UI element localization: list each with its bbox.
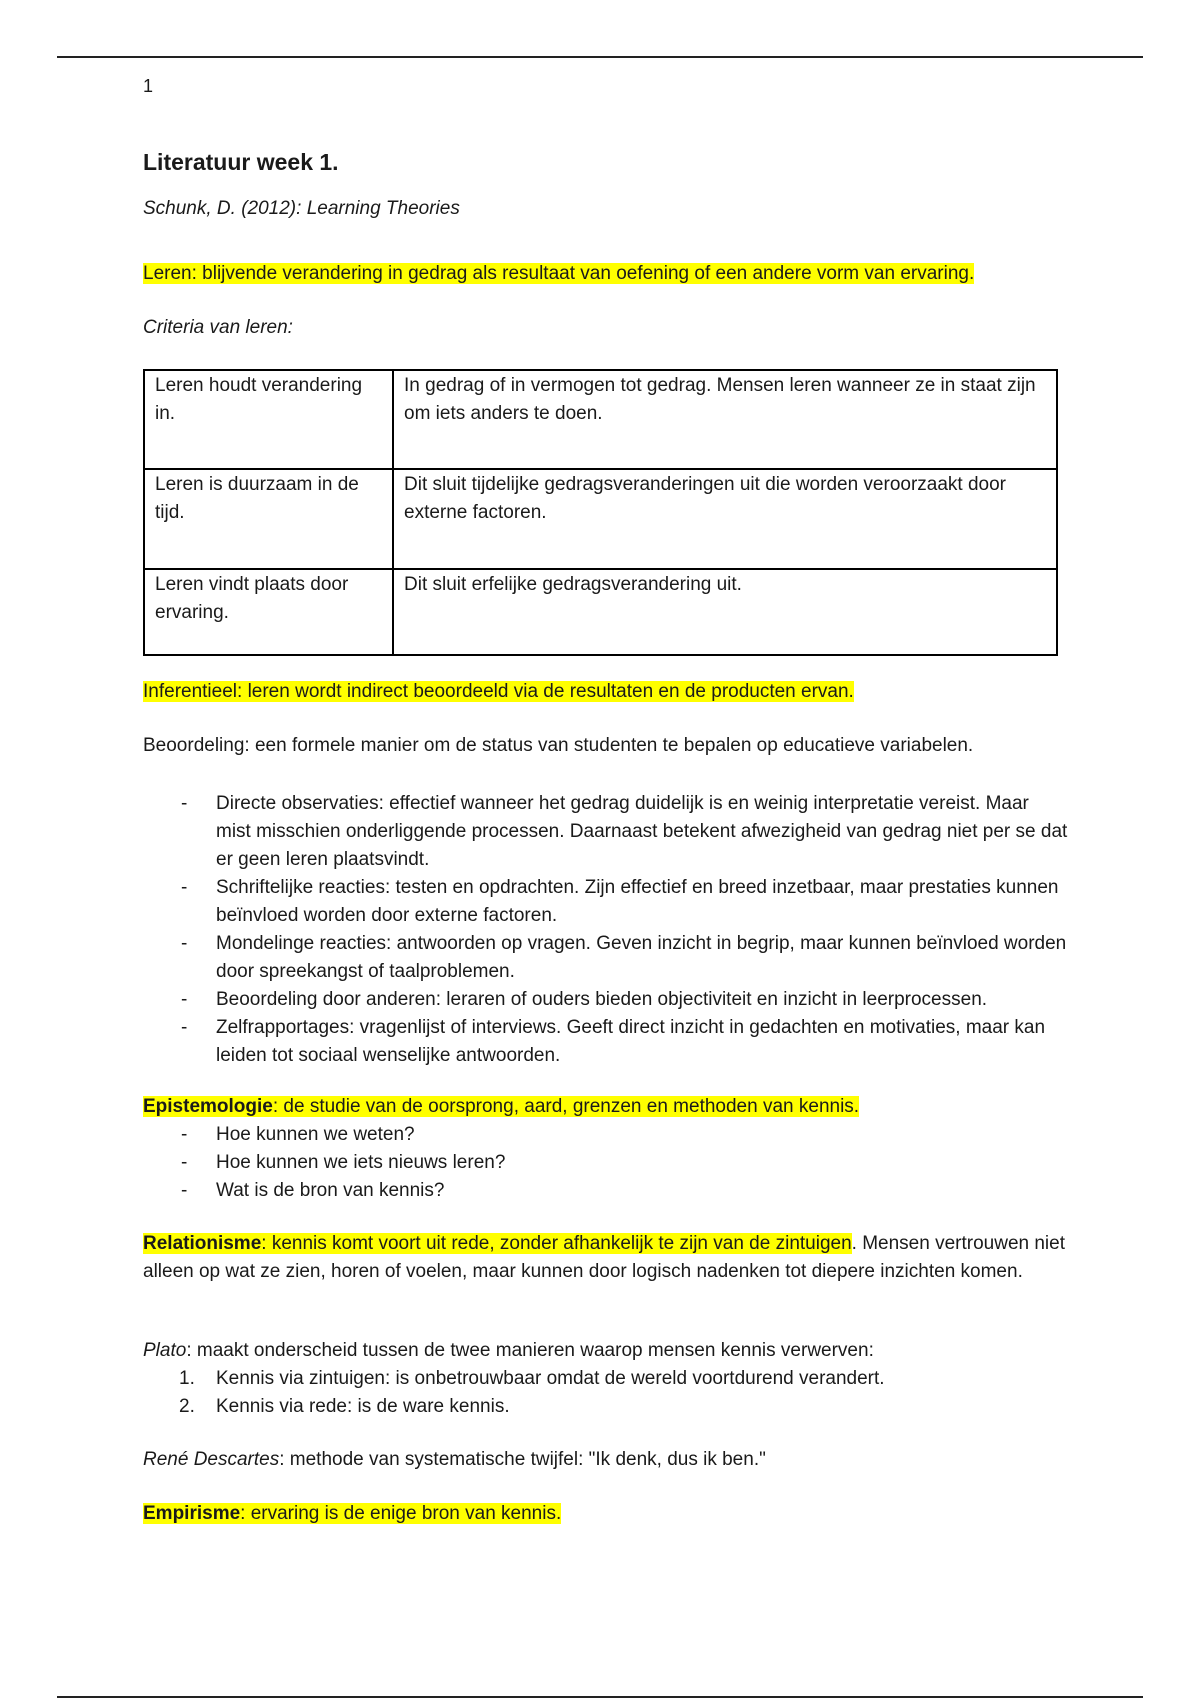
highlight: Epistemologie: de studie van de oorsprong, aard, grenzen en methoden van kennis.: [143, 1096, 860, 1117]
definition-inferentieel: [143, 678, 1068, 706]
criterion-cell: Leren houdt verandering in.: [144, 370, 393, 469]
definition-beoordeling: Beoordeling: een formele manier om de status van studenten te bepalen op educatieve variabelen.: [143, 735, 974, 756]
table-row: [144, 469, 1057, 569]
explanation-cell: In gedrag of in vermogen tot gedrag. Mensen leren wanneer ze in staat zijn om iets anders te doen.: [393, 370, 1057, 469]
highlight: Leren: blijvende verandering in gedrag als resultaat van oefening of een andere vorm van ervaring.: [143, 263, 975, 284]
definition-leren: [143, 260, 1068, 288]
highlight: Inferentieel: leren wordt indirect beoordeeld via de resultaten en de producten ervan.: [143, 681, 854, 702]
name-descartes: René Descartes: [143, 1449, 280, 1470]
header-rule: [57, 56, 1143, 58]
page-number: 1: [143, 76, 154, 96]
list-item: - Mondelinge reacties: antwoorden op vragen. Geven inzicht in begrip, maar kunnen beïnvloed worden door spreekangst of taalproblemen.: [143, 930, 1068, 986]
list-item: - Beoordeling door anderen: leraren of ouders bieden objectiviteit en inzicht in leerprocessen.: [143, 986, 1068, 1014]
highlight: Empirisme: ervaring is de enige bron van kennis.: [143, 1503, 562, 1524]
definition-empirisme: [143, 1500, 1068, 1528]
name-plato: Plato: [143, 1340, 187, 1361]
definition-relationisme: Relationisme: kennis komt voort uit rede, zonder afhankelijk te zijn van de zintuigen. Mensen vertrouwen niet alleen op wat ze zien, horen of voelen, maar kunnen door logisch nadenken tot diepere inzichten komen.: [143, 1233, 1065, 1282]
table-row: [144, 569, 1057, 655]
list-item: - Directe observaties: effectief wanneer het gedrag duidelijk is en weinig interpretatie vereist. Maar mist misschien onderliggende processen. Daarnaast betekent afwezigheid van gedrag niet per se dat er geen leren plaatsvindt.: [143, 790, 1068, 874]
plato-list: [143, 1365, 1068, 1421]
explanation-cell: Dit sluit erfelijke gedragsverandering uit.: [393, 569, 1057, 655]
highlight: Relationisme: kennis komt voort uit rede, zonder afhankelijk te zijn van de zintuigen: [143, 1233, 852, 1254]
list-item: 2. Kennis via rede: is de ware kennis.: [179, 1396, 510, 1417]
list-item: 1. Kennis via zintuigen: is onbetrouwbaar omdat de wereld voortdurend verandert.: [179, 1368, 885, 1389]
term-relationisme: Relationisme: [143, 1233, 262, 1254]
criterion-cell: Leren vindt plaats door ervaring.: [144, 569, 393, 655]
footer-rule: [57, 1696, 1143, 1698]
list-item: - Schriftelijke reacties: testen en opdrachten. Zijn effectief en breed inzetbaar, maar prestaties kunnen beïnvloed worden door externe factoren.: [143, 874, 1068, 930]
criterion-cell: Leren is duurzaam in de tijd.: [144, 469, 393, 569]
list-item: - Hoe kunnen we weten?: [143, 1121, 1068, 1149]
list-item: - Hoe kunnen we iets nieuws leren?: [143, 1149, 1068, 1177]
term-empirisme: Empirisme: [143, 1503, 241, 1524]
explanation-cell: Dit sluit tijdelijke gedragsveranderingen uit die worden veroorzaakt door externe factoren.: [393, 469, 1057, 569]
assessment-methods-list: [143, 790, 1068, 1070]
term-epistemologie: Epistemologie: [143, 1096, 273, 1117]
epistemologie-questions: [143, 1121, 1068, 1205]
descartes-paragraph: René Descartes: methode van systematische twijfel: "Ik denk, dus ik ben.": [143, 1449, 766, 1470]
definition-epistemologie: [143, 1093, 1068, 1121]
list-item: - Wat is de bron van kennis?: [143, 1177, 1068, 1205]
source-citation: Schunk, D. (2012): Learning Theories: [143, 198, 460, 219]
criteria-label: Criteria van leren:: [143, 317, 293, 338]
plato-paragraph: Plato: maakt onderscheid tussen de twee manieren waarop mensen kennis verwerven:: [143, 1340, 874, 1361]
document-title: Literatuur week 1.: [143, 149, 339, 175]
list-item: - Zelfrapportages: vragenlijst of interviews. Geeft direct inzicht in gedachten en motivaties, maar kan leiden tot sociaal wenselijke antwoorden.: [143, 1014, 1068, 1070]
table-row: [144, 370, 1057, 469]
criteria-table: [143, 369, 1058, 656]
